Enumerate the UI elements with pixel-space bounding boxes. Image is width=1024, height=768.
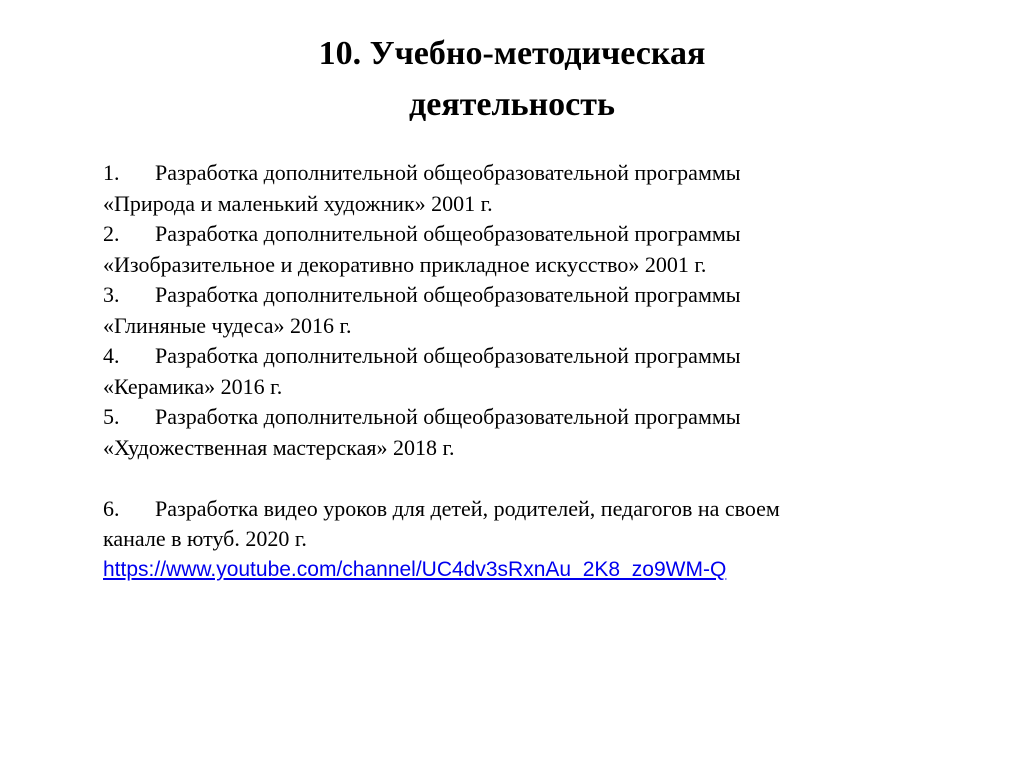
item-number: 2. [103,221,120,246]
list-item [103,402,963,463]
activity-list [103,158,963,585]
list-item [103,280,963,341]
item-text: Разработка дополнительной общеобразовательной программы [155,404,741,429]
list-item [103,494,963,555]
item-number: 5. [103,404,120,429]
item-number: 1. [103,160,120,185]
list-item [103,158,963,219]
list-item [103,219,963,280]
item-number: 6. [103,495,120,521]
item-text: Разработка видео уроков для детей, родителей, педагогов на своем [155,495,780,521]
item-text-continued: «Природа и маленький художник» 2001 г. [103,190,493,216]
item-text-continued: «Керамика» 2016 г. [103,373,283,399]
item-text-continued: «Изобразительное и декоративно прикладное искусство» 2001 г. [103,251,707,277]
youtube-channel-link[interactable]: https://www.youtube.com/channel/UC4dv3sRxnAu_2K8_zo9WM-Q [103,557,727,581]
list-spacer [103,463,963,494]
item-text: Разработка дополнительной общеобразовательной программы [155,221,741,246]
item-text-continued: «Художественная мастерская» 2018 г. [103,434,455,460]
item-text-continued: канале в ютуб. 2020 г. [103,526,307,551]
slide-title [0,28,1024,130]
item-number: 3. [103,282,120,307]
item-text: Разработка дополнительной общеобразовательной программы [155,343,741,368]
list-item [103,341,963,402]
item-text: Разработка дополнительной общеобразовательной программы [155,160,741,185]
item-text: Разработка дополнительной общеобразовательной программы [155,282,741,307]
item-number: 4. [103,343,120,368]
title-line-1: 10. Учебно-методическая [318,35,706,72]
item-text-continued: «Глиняные чудеса» 2016 г. [103,312,352,338]
title-line-2: деятельность [409,86,615,123]
